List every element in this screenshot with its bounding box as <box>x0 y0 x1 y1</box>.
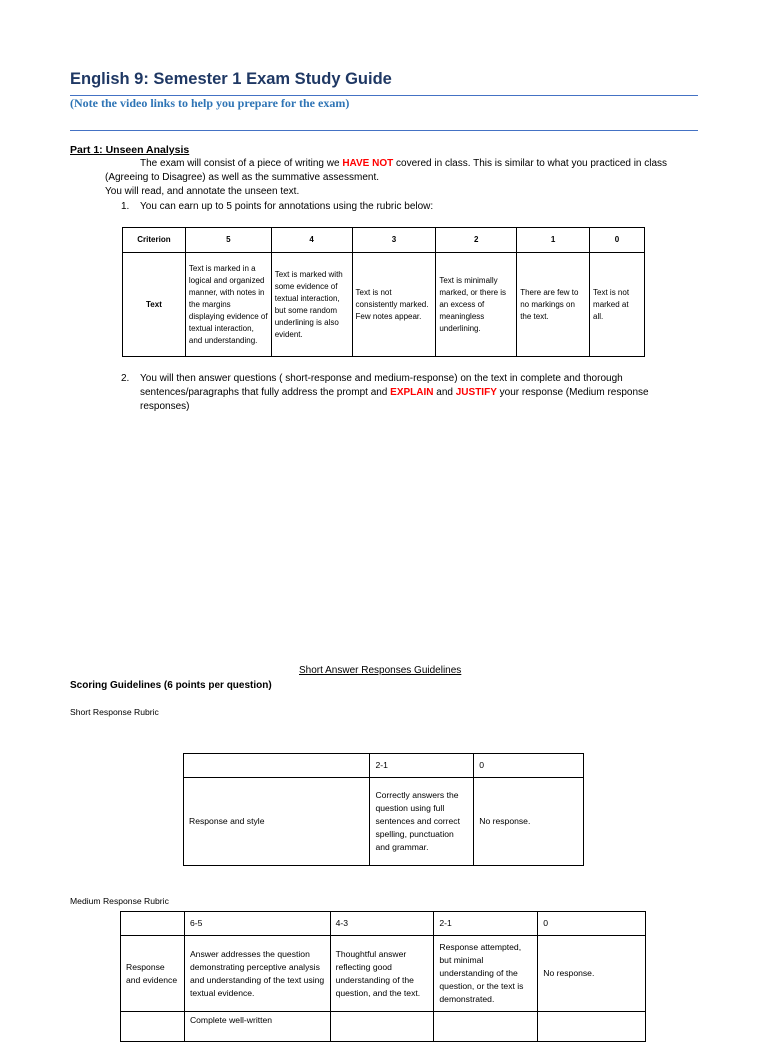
table-cell <box>330 1012 434 1042</box>
medium-response-rubric-table <box>120 911 646 1042</box>
table-cell: Thoughtful answer reflecting good understanding of the question, and the text. <box>330 936 434 1012</box>
table-cell: There are few to no markings on the text. <box>517 253 590 357</box>
table-row <box>184 778 584 866</box>
header-cell <box>121 912 185 936</box>
table-cell: Response attempted, but minimal understanding of the question, or the text is demonstrated. <box>434 936 538 1012</box>
table-cell: Text is marked in a logical and organized manner, with notes in the margins displaying evidence of textual interaction, and understanding. <box>185 253 271 357</box>
part1-paragraph-line1: The exam will consist of a piece of writing we HAVE NOT covered in class. This is similar to what you practiced in class <box>140 158 668 169</box>
subtitle-divider <box>70 130 698 131</box>
header-cell: 5 <box>185 228 271 253</box>
header-cell: 4 <box>271 228 352 253</box>
header-cell: 0 <box>474 754 584 778</box>
header-cell: Criterion <box>123 228 186 253</box>
header-cell: 6-5 <box>184 912 330 936</box>
table-cell: Text is minimally marked, or there is an excess of meaningless underlining. <box>436 253 517 357</box>
list-number-2: 2. <box>121 373 130 384</box>
short-response-rubric-label: Short Response Rubric <box>70 707 159 717</box>
table-row <box>121 936 646 1012</box>
page-subtitle: (Note the video links to help you prepare for the exam) <box>70 96 350 110</box>
medium-response-rubric-label: Medium Response Rubric <box>70 896 169 906</box>
table-row <box>123 253 645 357</box>
part1-heading: Part 1: Unseen Analysis <box>70 144 190 156</box>
header-cell: 2 <box>436 228 517 253</box>
header-cell <box>184 754 370 778</box>
header-cell: 2-1 <box>434 912 538 936</box>
scoring-guidelines-label: Scoring Guidelines (6 points per question) <box>70 680 272 691</box>
table-cell: Text is marked with some evidence of textual interaction, but some random underlining is also evident. <box>271 253 352 357</box>
table-header-row <box>123 228 645 253</box>
header-cell: 1 <box>517 228 590 253</box>
table-cell <box>538 1012 646 1042</box>
list-number-1: 1. <box>121 201 130 212</box>
header-cell: 0 <box>538 912 646 936</box>
table-cell: Correctly answers the question using full sentences and correct spelling, punctuation and grammar. <box>370 778 474 866</box>
row-label: Response and style <box>184 778 370 866</box>
table-cell <box>434 1012 538 1042</box>
row-label: Text <box>123 253 186 357</box>
table-cell: Answer addresses the question demonstrating perceptive analysis and understanding of the text using textual evidence. <box>184 936 330 1012</box>
list-item-2-line3: responses) <box>140 401 190 412</box>
table-cell: Text is not marked at all. <box>590 253 645 357</box>
table-cell: Text is not consistently marked. Few notes appear. <box>352 253 436 357</box>
part1-paragraph-line2: (Agreeing to Disagree) as well as the summative assessment. <box>105 172 380 183</box>
page-title: English 9: Semester 1 Exam Study Guide <box>70 70 392 88</box>
table-cell <box>121 1012 185 1042</box>
list-item-2-line2: sentences/paragraphs that fully address the prompt and EXPLAIN and JUSTIFY your response (Medium response <box>140 387 649 398</box>
list-item-1-text: You can earn up to 5 points for annotations using the rubric below: <box>140 201 434 212</box>
short-response-rubric-table <box>183 753 584 866</box>
row-label: Response and evidence <box>121 936 185 1012</box>
annotation-rubric-table <box>122 227 645 357</box>
part1-paragraph-line3: You will read, and annotate the unseen text. <box>105 186 300 197</box>
header-cell: 3 <box>352 228 436 253</box>
table-cell: No response. <box>538 936 646 1012</box>
short-answer-heading: Short Answer Responses Guidelines <box>299 665 462 676</box>
header-cell: 2-1 <box>370 754 474 778</box>
table-header-row <box>184 754 584 778</box>
table-header-row <box>121 912 646 936</box>
header-cell: 4-3 <box>330 912 434 936</box>
table-cell: No response. <box>474 778 584 866</box>
table-cell: Complete well-written <box>184 1012 330 1042</box>
table-row <box>121 1012 646 1042</box>
list-item-2-line1: You will then answer questions ( short-response and medium-response) on the text in complete and thorough <box>140 373 623 384</box>
header-cell: 0 <box>590 228 645 253</box>
